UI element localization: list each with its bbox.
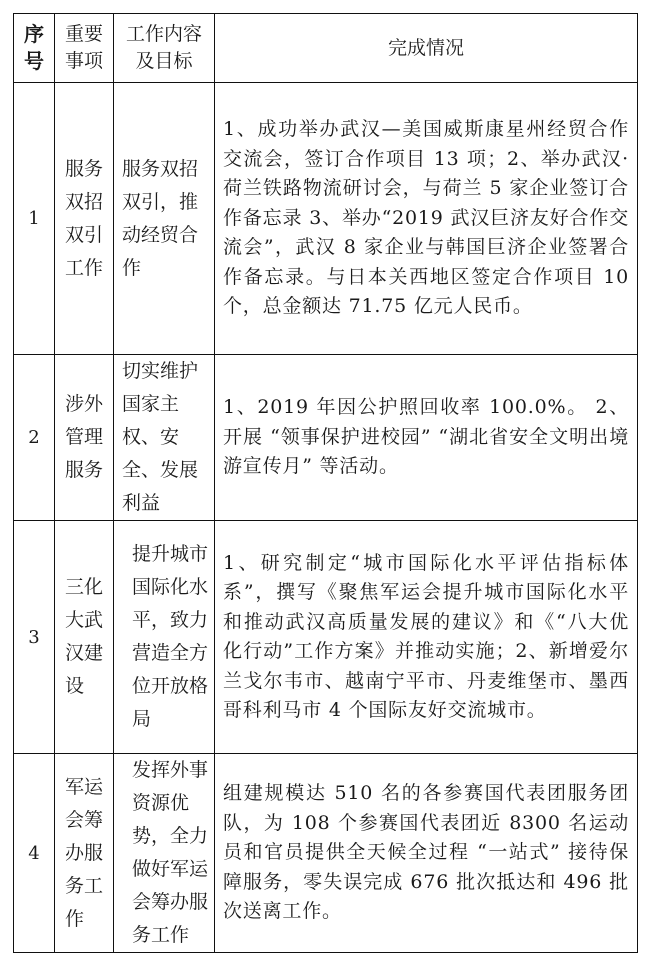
row-number: 4 bbox=[14, 754, 55, 953]
header-completion-status: 完成情况 bbox=[215, 14, 638, 83]
table-row bbox=[14, 355, 638, 521]
table-row bbox=[14, 754, 638, 953]
work-goal-cell: 提升城市国际化水平，致力营造全方位开放格局 bbox=[114, 521, 215, 754]
row-number: 1 bbox=[14, 83, 55, 355]
key-item-cell: 军运会筹办服务工作 bbox=[55, 754, 114, 953]
completion-status-cell: 组建规模达 510 名的各参赛国代表团服务团队，为 108 个参赛国代表团近 8300 名运动员和官员提供全天候全过程 “一站式” 接待保障服务，零失误完成 676 批次抵达和 496 批次送离工作。 bbox=[215, 754, 638, 953]
key-item-cell: 涉外管理服务 bbox=[55, 355, 114, 521]
key-item-cell: 服务双招双引工作 bbox=[55, 83, 114, 355]
table-row bbox=[14, 521, 638, 754]
table-row bbox=[14, 83, 638, 355]
work-goal-cell: 发挥外事资源优势，全力做好军运会筹办服务工作 bbox=[114, 754, 215, 953]
completion-status-cell: 1、成功举办武汉—美国威斯康星州经贸合作交流会，签订合作项目 13 项；2、举办武汉·荷兰铁路物流研讨会，与荷兰 5 家企业签订合作备忘录 3、举办“2019 武汉巨济友好合作交流会”，武汉 8 家企业与韩国巨济企业签署合作备忘录。与日本关西地区签定合作项目 10 个，总金额达 71.75 亿元人民币。 bbox=[215, 83, 638, 355]
header-key-item: 重要 事项 bbox=[55, 14, 114, 83]
work-summary-table bbox=[13, 13, 638, 953]
key-item-cell: 三化大武汉建设 bbox=[55, 521, 114, 754]
header-work-goal: 工作内容 及目标 bbox=[114, 14, 215, 83]
table-header-row bbox=[14, 14, 638, 83]
row-number: 3 bbox=[14, 521, 55, 754]
completion-status-cell: 1、研究制定“城市国际化水平评估指标体系”，撰写《聚焦军运会提升城市国际化水平和推动武汉高质量发展的建议》和《“八大优化行动”工作方案》并推动实施；2、新增爱尔兰戈尔韦市、越南宁平市、丹麦维堡市、墨西哥科利马市 4 个国际友好交流城市。 bbox=[215, 521, 638, 754]
work-goal-cell: 切实维护国家主权、安全、发展利益 bbox=[114, 355, 215, 521]
header-serial-number: 序 号 bbox=[14, 14, 55, 83]
work-goal-cell: 服务双招双引，推动经贸合作 bbox=[114, 83, 215, 355]
row-number: 2 bbox=[14, 355, 55, 521]
completion-status-cell: 1、2019 年因公护照回收率 100.0%。 2、开展 “领事保护进校园” “湖北省安全文明出境游宣传月” 等活动。 bbox=[215, 355, 638, 521]
